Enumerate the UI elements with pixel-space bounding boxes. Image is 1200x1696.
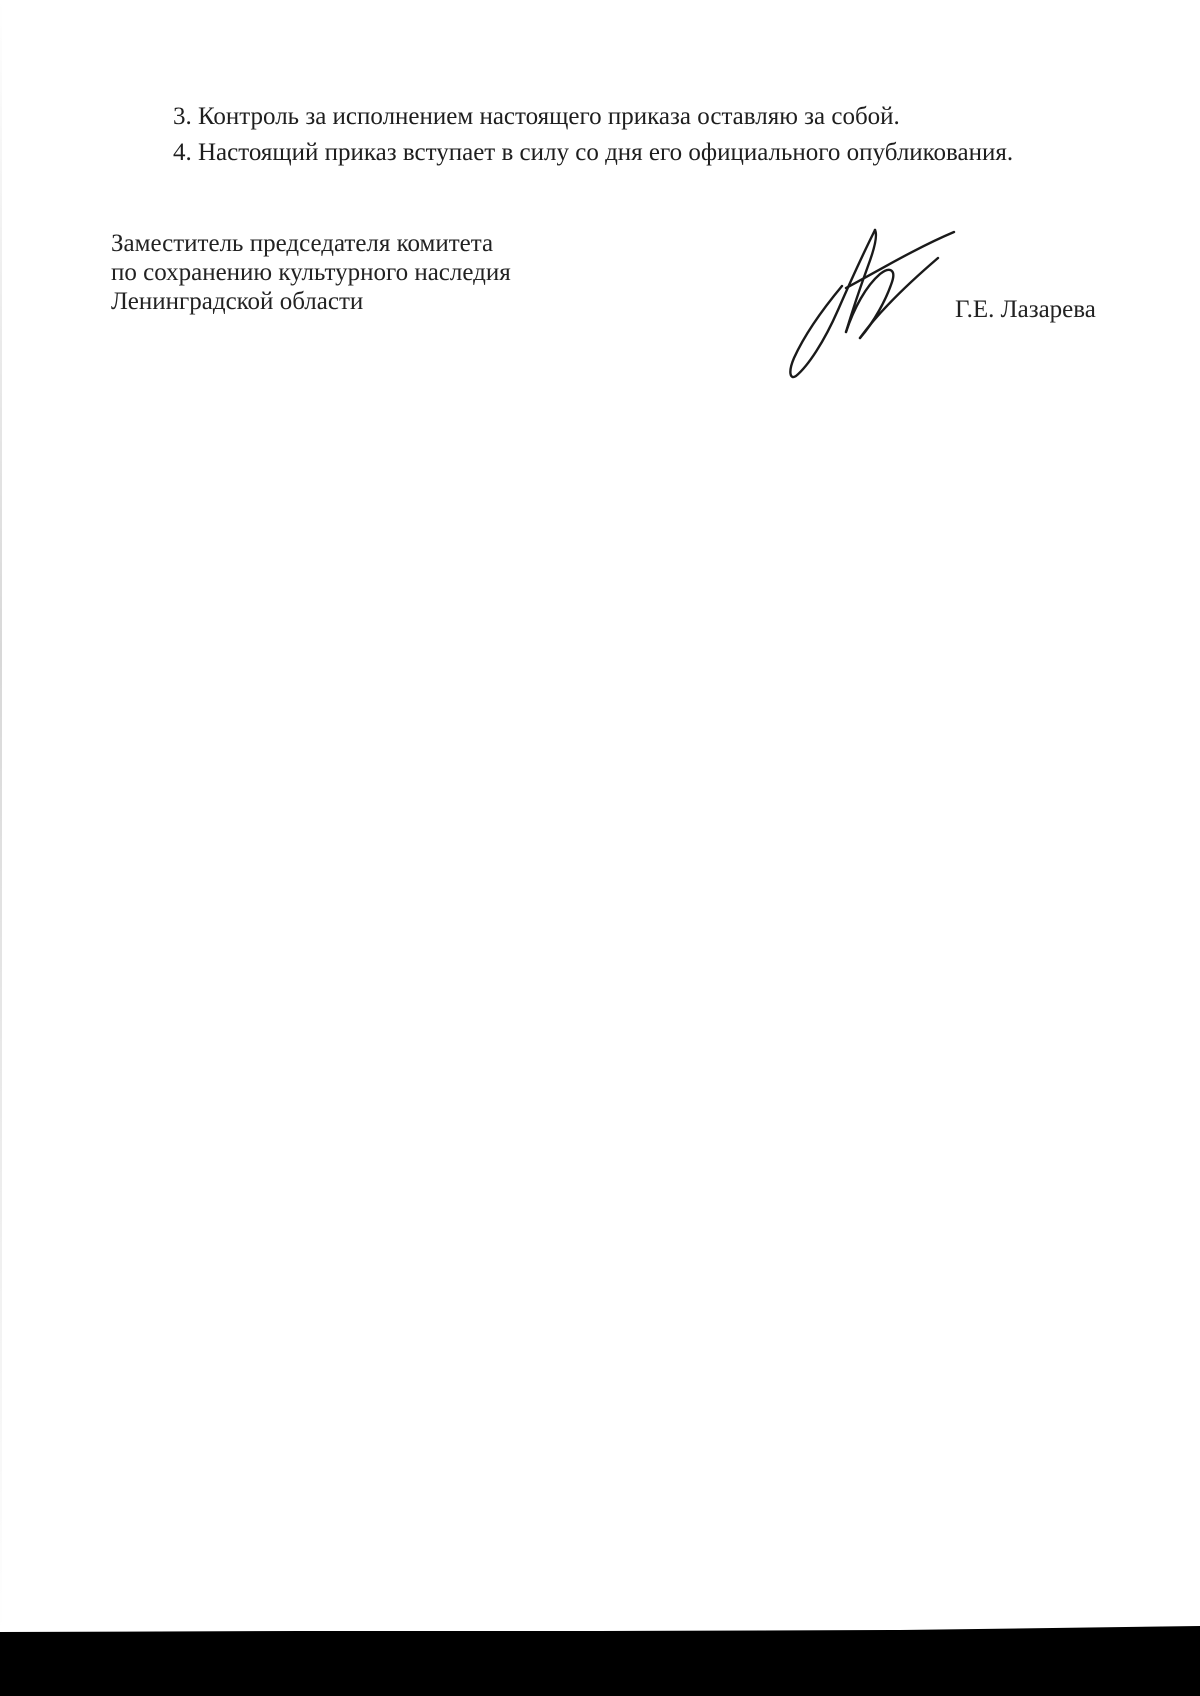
order-item-4: 4. Настоящий приказ вступает в силу со дня его официального опубликования. (173, 139, 1014, 166)
position-line-1: Заместитель председателя комитета (111, 230, 494, 257)
position-line-3: Ленинградской области (111, 288, 364, 315)
order-item-3: 3. Контроль за исполнением настоящего приказа оставляю за собой. (173, 103, 900, 130)
scan-bottom-border (0, 1632, 1200, 1696)
handwritten-signature (786, 226, 962, 382)
scan-left-edge (0, 0, 2, 1632)
signatory-position (111, 229, 511, 316)
position-line-2: по сохранению культурного наследия (111, 259, 511, 286)
signer-name: Г.Е. Лазарева (955, 296, 1096, 323)
